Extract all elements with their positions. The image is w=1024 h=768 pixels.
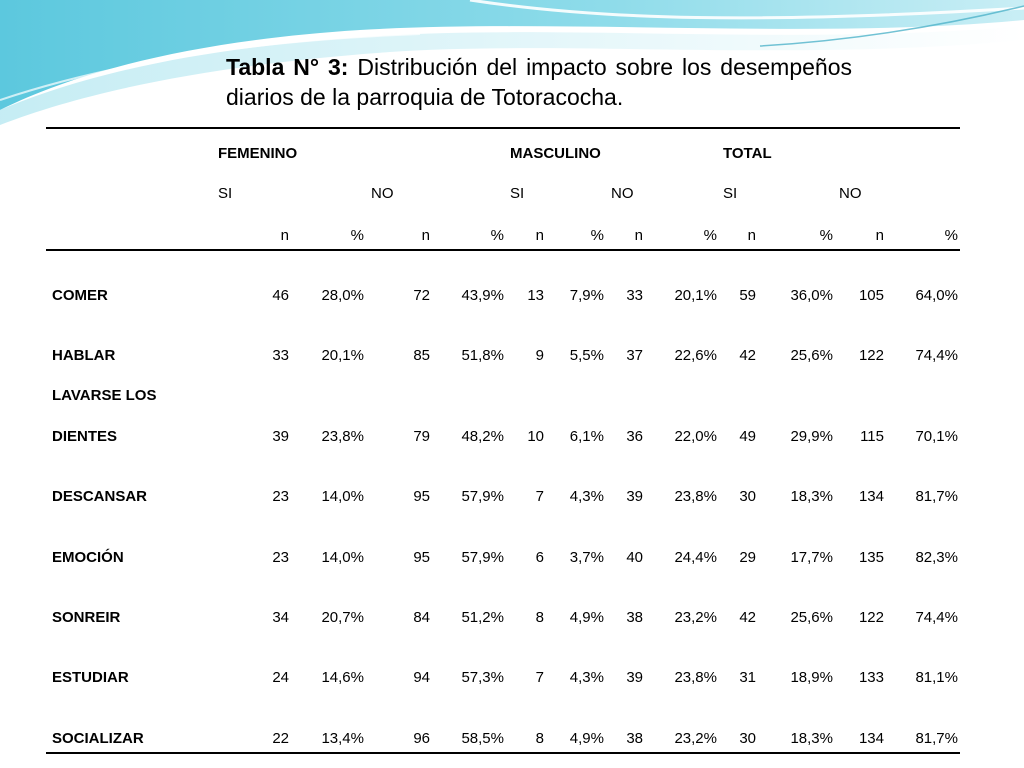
table-cell: 74,4% <box>915 347 958 364</box>
table-cell: 20,1% <box>321 347 364 364</box>
table-cell: 7 <box>535 488 544 505</box>
table-cell: 59 <box>739 287 756 304</box>
column-header: % <box>350 227 364 244</box>
table-cell: 36,0% <box>790 287 833 304</box>
table-cell: 6 <box>535 549 544 566</box>
table-cell: 9 <box>535 347 544 364</box>
table-cell: 40 <box>626 549 643 566</box>
column-header: % <box>944 227 958 244</box>
table-cell: 22,0% <box>674 428 717 445</box>
table-cell: 17,7% <box>790 549 833 566</box>
table-cell: 81,1% <box>915 669 958 686</box>
table-cell: 38 <box>626 609 643 626</box>
table-cell: 39 <box>626 488 643 505</box>
table-cell: 34 <box>272 609 289 626</box>
column-header: % <box>490 227 504 244</box>
table-cell: 58,5% <box>461 730 504 747</box>
table-cell: 57,9% <box>461 549 504 566</box>
table-cell: 51,2% <box>461 609 504 626</box>
table-cell: 6,1% <box>569 428 604 445</box>
table-title <box>226 52 852 112</box>
row-label: EMOCIÓN <box>52 549 124 566</box>
table-cell: 20,1% <box>674 287 717 304</box>
table-cell: 33 <box>272 347 289 364</box>
column-header: % <box>590 227 604 244</box>
table-cell: 46 <box>272 287 289 304</box>
table-cell: 36 <box>626 428 643 445</box>
column-header: n <box>535 227 544 244</box>
table-cell: 29,9% <box>790 428 833 445</box>
table-cell: 30 <box>739 488 756 505</box>
table-cell: 3,7% <box>569 549 604 566</box>
table-cell: 39 <box>626 669 643 686</box>
table-cell: 28,0% <box>321 287 364 304</box>
table-cell: 20,7% <box>321 609 364 626</box>
column-header: n <box>747 227 756 244</box>
table-cell: 134 <box>858 488 884 505</box>
table-cell: 95 <box>413 549 430 566</box>
table-cell: 134 <box>858 730 884 747</box>
table-cell: 48,2% <box>461 428 504 445</box>
table-cell: 57,9% <box>461 488 504 505</box>
table-cell: 85 <box>413 347 430 364</box>
table-cell: 81,7% <box>915 730 958 747</box>
table-cell: 14,6% <box>321 669 364 686</box>
table-cell: 18,9% <box>790 669 833 686</box>
subheader-si: SI <box>723 185 738 202</box>
table-cell: 33 <box>626 287 643 304</box>
table-cell: 122 <box>858 609 884 626</box>
table-cell: 8 <box>535 730 544 747</box>
table-cell: 81,7% <box>915 488 958 505</box>
table-cell: 8 <box>535 609 544 626</box>
table-cell: 70,1% <box>915 428 958 445</box>
column-header: % <box>703 227 717 244</box>
table-top-rule <box>46 127 960 129</box>
group-header-femenino: FEMENINO <box>218 145 298 162</box>
table-caption: Distribución del impacto sobre los desempeños diarios de la parroquia de Totoracocha. <box>226 54 853 110</box>
table-cell: 25,6% <box>790 347 833 364</box>
table-cell: 135 <box>858 549 884 566</box>
row-label: SOCIALIZAR <box>52 730 144 747</box>
column-header: n <box>280 227 289 244</box>
table-cell: 49 <box>739 428 756 445</box>
table-cell: 23,8% <box>321 428 364 445</box>
subheader-no: NO <box>611 185 634 202</box>
table-cell: 18,3% <box>790 488 833 505</box>
group-header-total: TOTAL <box>723 145 772 162</box>
table-cell: 23,8% <box>674 488 717 505</box>
table-cell: 13 <box>527 287 544 304</box>
row-label: HABLAR <box>52 347 116 364</box>
table-cell: 105 <box>858 287 884 304</box>
subheader-no: NO <box>371 185 394 202</box>
table-cell: 39 <box>272 428 289 445</box>
table-cell: 23,2% <box>674 730 717 747</box>
subheader-no: NO <box>839 185 862 202</box>
table-cell: 38 <box>626 730 643 747</box>
table-cell: 122 <box>858 347 884 364</box>
table-cell: 14,0% <box>321 488 364 505</box>
table-cell: 5,5% <box>569 347 604 364</box>
table-cell: 7,9% <box>569 287 604 304</box>
table-cell: 24 <box>272 669 289 686</box>
row-label: DESCANSAR <box>52 488 148 505</box>
table-cell: 22,6% <box>674 347 717 364</box>
table-cell: 57,3% <box>461 669 504 686</box>
row-label: DIENTES <box>52 428 118 445</box>
column-header: n <box>421 227 430 244</box>
table-cell: 25,6% <box>790 609 833 626</box>
table-cell: 4,3% <box>569 488 604 505</box>
subheader-si: SI <box>218 185 233 202</box>
table-cell: 18,3% <box>790 730 833 747</box>
table-cell: 22 <box>272 730 289 747</box>
table-cell: 4,9% <box>569 609 604 626</box>
table-cell: 84 <box>413 609 430 626</box>
table-number: Tabla N° 3: <box>226 54 349 80</box>
table-cell: 79 <box>413 428 430 445</box>
table-cell: 24,4% <box>674 549 717 566</box>
column-header: n <box>634 227 643 244</box>
table-cell: 13,4% <box>321 730 364 747</box>
row-label: COMER <box>52 287 108 304</box>
subheader-si: SI <box>510 185 525 202</box>
table-bottom-rule <box>46 752 960 754</box>
table-cell: 96 <box>413 730 430 747</box>
table-cell: 23,2% <box>674 609 717 626</box>
table-cell: 29 <box>739 549 756 566</box>
table-cell: 82,3% <box>915 549 958 566</box>
table-cell: 23 <box>272 488 289 505</box>
table-cell: 7 <box>535 669 544 686</box>
table-cell: 42 <box>739 609 756 626</box>
table-cell: 4,3% <box>569 669 604 686</box>
group-header-masculino: MASCULINO <box>510 145 601 162</box>
row-label: LAVARSE LOS <box>52 387 157 404</box>
table-cell: 23,8% <box>674 669 717 686</box>
table-cell: 74,4% <box>915 609 958 626</box>
table-header-rule <box>46 249 960 251</box>
table-cell: 133 <box>858 669 884 686</box>
row-label: ESTUDIAR <box>52 669 129 686</box>
table-cell: 23 <box>272 549 289 566</box>
table-cell: 51,8% <box>461 347 504 364</box>
table-cell: 64,0% <box>915 287 958 304</box>
column-header: % <box>819 227 833 244</box>
row-label: SONREIR <box>52 609 121 626</box>
table-cell: 42 <box>739 347 756 364</box>
table-cell: 37 <box>626 347 643 364</box>
table-cell: 4,9% <box>569 730 604 747</box>
table-cell: 30 <box>739 730 756 747</box>
column-header: n <box>875 227 884 244</box>
table-cell: 94 <box>413 669 430 686</box>
table-cell: 31 <box>739 669 756 686</box>
table-cell: 95 <box>413 488 430 505</box>
table-cell: 10 <box>527 428 544 445</box>
table-cell: 43,9% <box>461 287 504 304</box>
table-cell: 72 <box>413 287 430 304</box>
table-cell: 14,0% <box>321 549 364 566</box>
table-cell: 115 <box>860 428 884 445</box>
